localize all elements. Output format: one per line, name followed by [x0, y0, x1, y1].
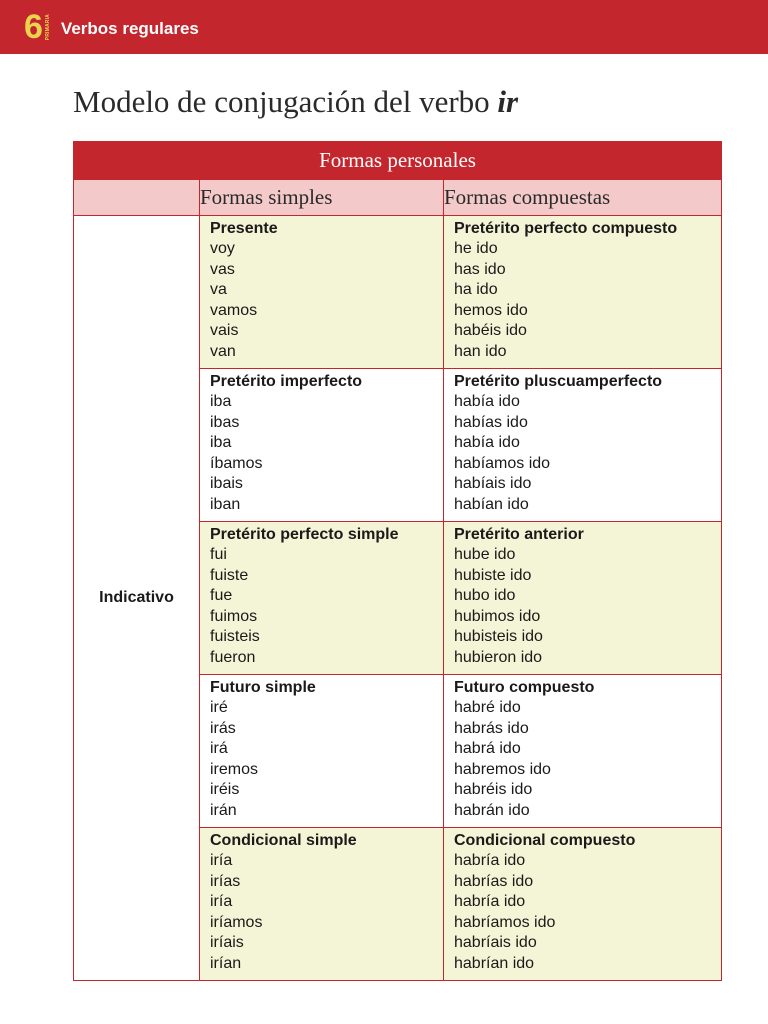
- top-bar: [0, 0, 768, 54]
- verb-form: habrían ido: [454, 954, 535, 972]
- verb-form: habéis ido: [454, 322, 527, 339]
- verb-form: fueron: [210, 648, 256, 666]
- col-header-simple: Formas simples: [200, 180, 444, 216]
- verb-form: ibas: [210, 413, 240, 431]
- verb-form: vas: [210, 260, 235, 278]
- tense-name: Pretérito pluscuamperfecto: [454, 373, 663, 390]
- conjugation-table: [73, 141, 722, 981]
- forms-list: [210, 851, 443, 974]
- mood-label: Indicativo: [74, 216, 200, 981]
- verb-form: han ido: [454, 342, 507, 360]
- verb-form: iríamos: [210, 913, 263, 931]
- verb-form: habré ido: [454, 699, 521, 716]
- verb-form: habréis ido: [454, 781, 533, 798]
- compound-tense-cell: [444, 675, 722, 828]
- verb-form: iba: [210, 434, 232, 451]
- verb-form: van: [210, 342, 236, 360]
- verb-form: habrán ido: [454, 801, 530, 819]
- verb-form: habías ido: [454, 413, 528, 431]
- forms-list: [454, 239, 721, 362]
- verb-form: fuimos: [210, 607, 258, 625]
- verb-form: fuiste: [210, 566, 249, 584]
- simple-tense-cell: [200, 828, 444, 981]
- verb-form: había ido: [454, 434, 520, 451]
- verb-form: hemos ido: [454, 301, 528, 319]
- verb-form: va: [210, 281, 227, 298]
- forms-list: [210, 239, 443, 362]
- tense-name: Pretérito imperfecto: [210, 373, 363, 390]
- verb-form: habíamos ido: [454, 454, 551, 472]
- verb-form: iría: [210, 893, 233, 910]
- tense-name: Condicional compuesto: [454, 832, 636, 849]
- tense-name: Pretérito anterior: [454, 526, 584, 543]
- simple-tense-cell: [200, 216, 444, 369]
- simple-tense-cell: [200, 675, 444, 828]
- verb-form: habrá ido: [454, 740, 521, 757]
- verb-form: he ido: [454, 240, 498, 257]
- verb-form: irías: [210, 872, 241, 890]
- main-header: Formas personales: [74, 142, 722, 180]
- verb-form: iría: [210, 852, 233, 869]
- forms-list: [454, 851, 721, 974]
- verb-form: iríais: [210, 934, 244, 951]
- verb-form: iréis: [210, 781, 240, 798]
- verb-form: fue: [210, 587, 233, 604]
- verb-form: habría ido: [454, 852, 526, 869]
- verb-form: fuisteis: [210, 628, 260, 645]
- verb-form: ha ido: [454, 281, 498, 298]
- verb-form: irían: [210, 954, 242, 972]
- section-title: Verbos regulares: [60, 19, 199, 38]
- verb-form: habríais ido: [454, 934, 537, 951]
- verb-form: irás: [210, 719, 236, 737]
- simple-tense-cell: [200, 369, 444, 522]
- compound-tense-cell: [444, 216, 722, 369]
- compound-tense-cell: [444, 522, 722, 675]
- compound-tense-cell: [444, 369, 722, 522]
- verb-form: había ido: [454, 393, 520, 410]
- verb-form: iba: [210, 393, 232, 410]
- verb-form: irá: [210, 740, 228, 757]
- verb-form: hubieron ido: [454, 648, 543, 666]
- forms-list: [454, 392, 721, 515]
- tense-name: Pretérito perfecto compuesto: [454, 220, 678, 237]
- verb-form: hubiste ido: [454, 566, 532, 584]
- verb-form: iremos: [210, 760, 259, 778]
- verb-form: irán: [210, 801, 237, 819]
- page-title: [73, 84, 518, 120]
- verb-form: habían ido: [454, 495, 529, 513]
- verb-form: habrás ido: [454, 719, 529, 737]
- table-row: [74, 216, 722, 369]
- tense-name: Pretérito perfecto simple: [210, 526, 399, 543]
- verb-form: habríamos ido: [454, 913, 556, 931]
- forms-list: [210, 392, 443, 515]
- sub-header-empty: [74, 180, 200, 216]
- forms-list: [210, 698, 443, 821]
- verb-form: habremos ido: [454, 760, 551, 778]
- verb-form: vamos: [210, 301, 258, 319]
- tense-name: Futuro simple: [210, 679, 316, 696]
- col-header-compound: Formas compuestas: [444, 180, 722, 216]
- simple-tense-cell: [200, 522, 444, 675]
- verb-form: ibais: [210, 475, 243, 492]
- forms-list: [454, 698, 721, 821]
- verb-form: habría ido: [454, 893, 526, 910]
- verb-form: vais: [210, 322, 239, 339]
- forms-list: [454, 545, 721, 668]
- grade-level-label: PRIMARIA: [44, 13, 51, 41]
- verb-form: iban: [210, 495, 241, 513]
- verb-form: hubimos ido: [454, 607, 541, 625]
- compound-tense-cell: [444, 828, 722, 981]
- verb-form: has ido: [454, 260, 506, 278]
- verb-form: fui: [210, 546, 227, 563]
- page-title-prefix: Modelo de conjugación del verbo: [73, 84, 498, 119]
- forms-list: [210, 545, 443, 668]
- verb-form: hubisteis ido: [454, 628, 543, 645]
- verb-form: voy: [210, 240, 235, 257]
- tense-name: Presente: [210, 220, 278, 237]
- tense-name: Futuro compuesto: [454, 679, 595, 696]
- verb-form: íbamos: [210, 454, 263, 472]
- verb-form: hube ido: [454, 546, 516, 563]
- verb-form: hubo ido: [454, 587, 516, 604]
- verb-form: iré: [210, 699, 228, 716]
- tense-name: Condicional simple: [210, 832, 357, 849]
- verb-form: habrías ido: [454, 872, 534, 890]
- verb-form: habíais ido: [454, 475, 532, 492]
- page-title-verb: ir: [497, 84, 519, 119]
- sub-header-row: [74, 180, 722, 216]
- grade-number: 6: [24, 8, 43, 46]
